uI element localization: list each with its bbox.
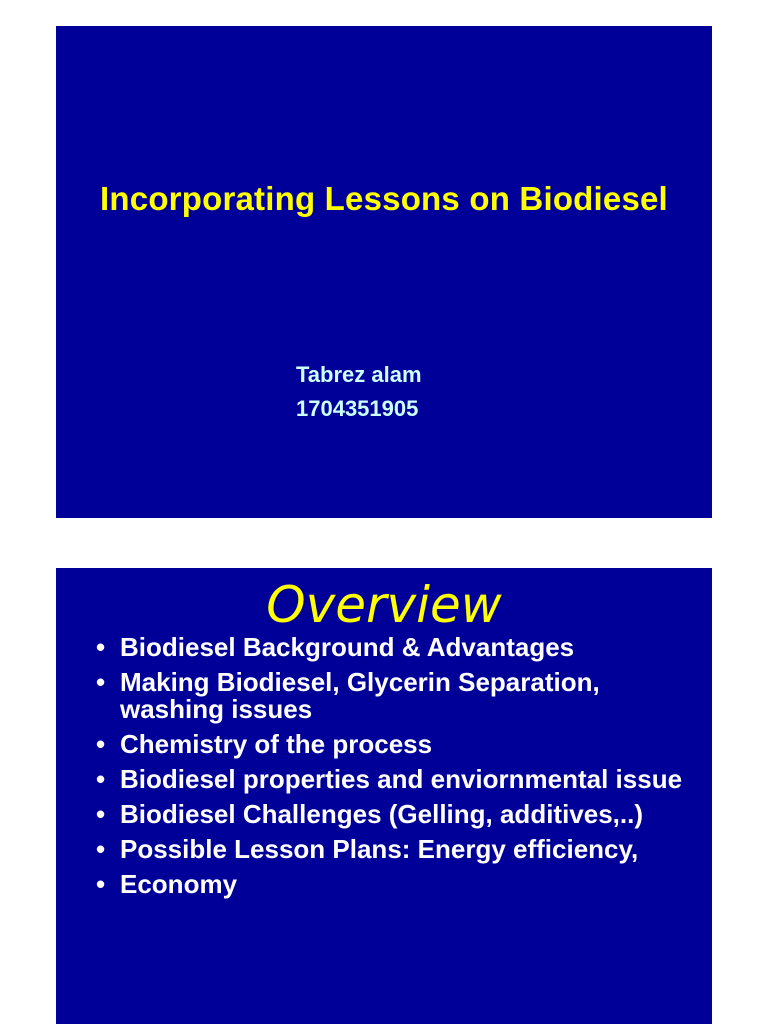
bullet-icon: • (96, 764, 106, 794)
list-item (96, 669, 706, 723)
bullet-text: Economy (120, 869, 238, 899)
list-item (96, 836, 706, 863)
bullet-text: Biodiesel Challenges (Gelling, additives,..) (120, 799, 644, 829)
list-item (96, 801, 706, 828)
title-slide (56, 26, 712, 518)
bullet-text: Chemistry of the process (120, 729, 433, 759)
author-name: Tabrez alam (296, 362, 422, 387)
bullet-icon: • (96, 869, 106, 899)
bullet-text: Making Biodiesel, Glycerin Separation, washing issues (120, 667, 600, 724)
bullet-text: Biodiesel Background & Advantages (120, 632, 575, 662)
author-id: 1704351905 (296, 396, 419, 421)
overview-slide (56, 568, 712, 1024)
list-item (96, 731, 706, 758)
author-block (296, 358, 422, 426)
bullet-text: Biodiesel properties and enviornmental issue (120, 764, 683, 794)
bullet-text: Possible Lesson Plans: Energy efficiency, (120, 834, 639, 864)
overview-title: Overview (266, 576, 502, 634)
list-item (96, 766, 706, 793)
slide-title: Incorporating Lessons on Biodiesel (100, 180, 668, 217)
list-item (96, 871, 706, 898)
bullet-icon: • (96, 632, 106, 662)
bullet-list (96, 634, 706, 906)
bullet-icon: • (96, 667, 106, 697)
list-item (96, 634, 706, 661)
bullet-icon: • (96, 834, 106, 864)
bullet-icon: • (96, 729, 106, 759)
bullet-icon: • (96, 799, 106, 829)
